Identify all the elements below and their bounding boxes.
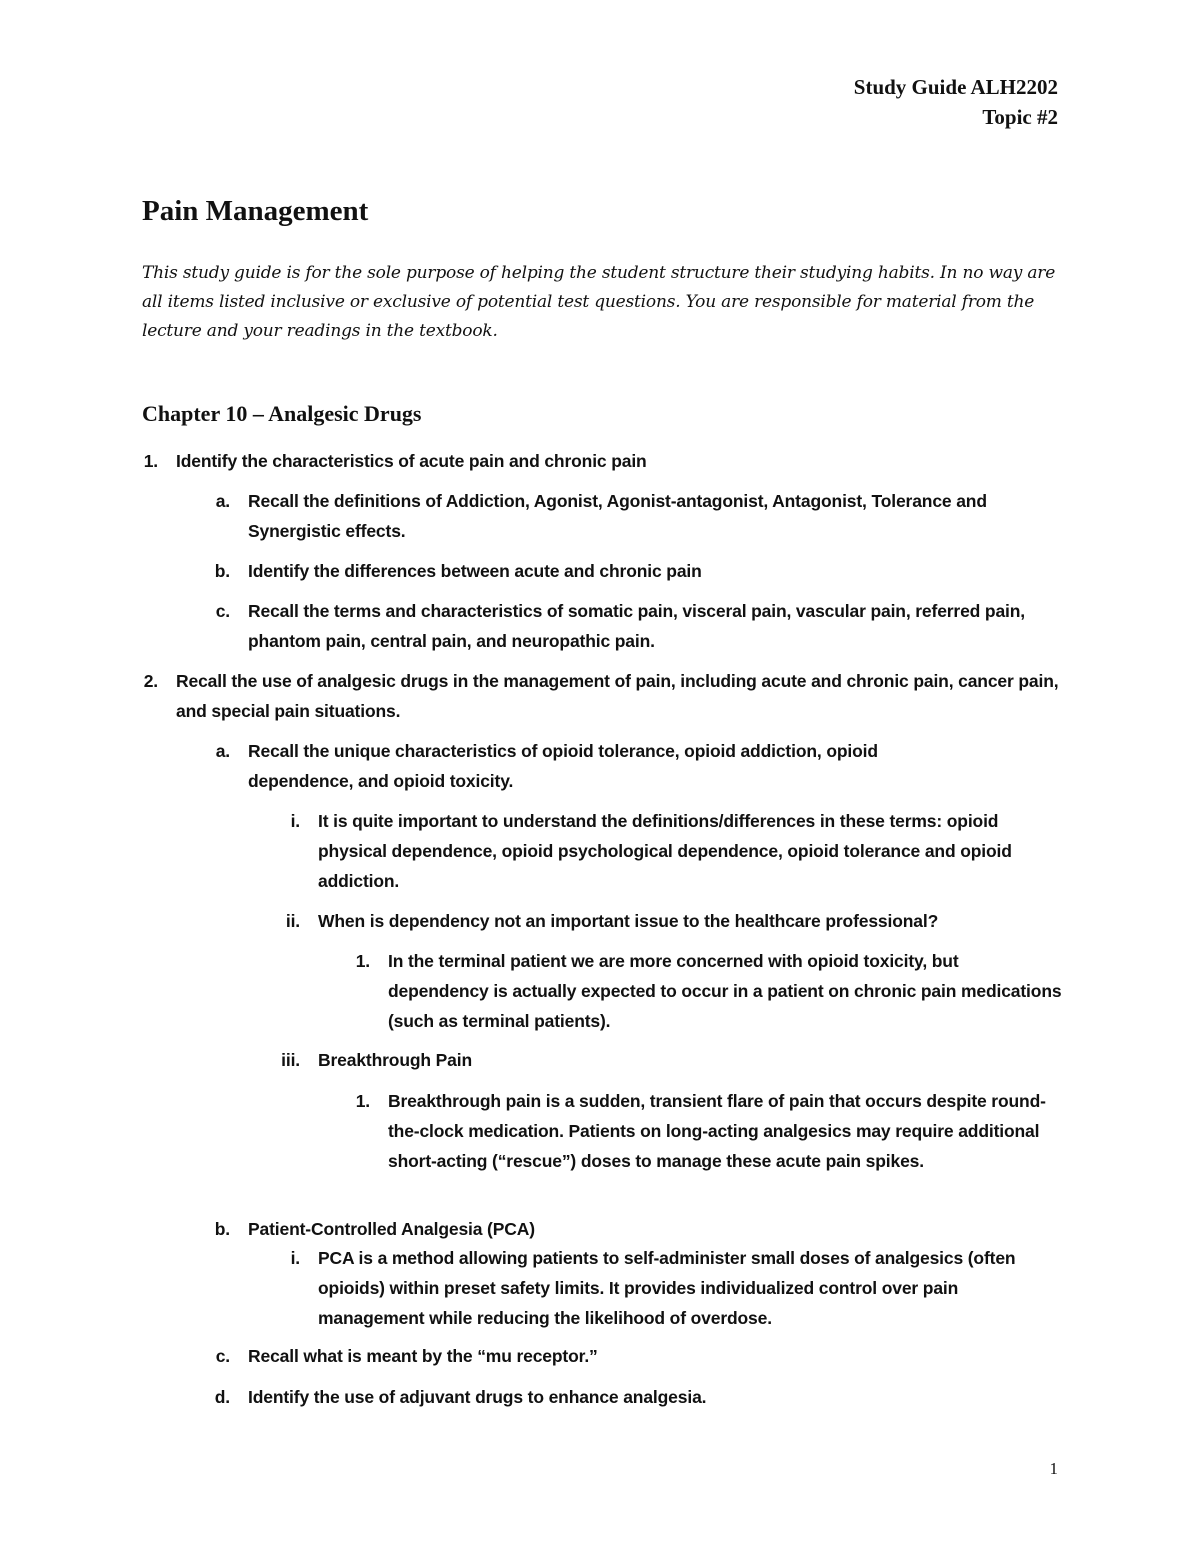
item-text: Identify the characteristics of acute pain and chronic pain xyxy=(176,451,647,471)
item-text: Recall the unique characteristics of opioid tolerance, opioid addiction, opioid dependence, and opioid toxicity. xyxy=(248,741,878,791)
item-text: Patient-Controlled Analgesia (PCA) xyxy=(248,1219,535,1239)
item-number: 1. xyxy=(143,451,158,471)
item-number: i. xyxy=(290,1248,300,1268)
item-text: When is dependency not an important issue to the healthcare professional? xyxy=(318,911,939,931)
page-number: 1 xyxy=(1049,1459,1058,1478)
item-number: d. xyxy=(214,1387,230,1407)
chapter-heading: Chapter 10 – Analgesic Drugs xyxy=(142,401,422,426)
item-number: c. xyxy=(215,1346,230,1366)
item-number: a. xyxy=(215,741,230,761)
item-text: Identify the differences between acute and chronic pain xyxy=(248,561,702,581)
item-number: 1. xyxy=(355,951,370,971)
item-text: Breakthrough pain is a sudden, transient flare of pain that occurs despite round-the-clock medication. Patients on long-acting analgesics may require additional short-acting (“rescue”) doses to manage these acute pain spikes. xyxy=(388,1091,1046,1171)
item-number: 2. xyxy=(143,671,158,691)
item-text: Recall the terms and characteristics of somatic pain, visceral pain, vascular pain, referred pain, phantom pain, central pain, and neuropathic pain. xyxy=(248,601,1026,651)
item-number: a. xyxy=(215,491,230,511)
intro-paragraph: This study guide is for the sole purpose of helping the student structure their studying habits. In no way are all items listed inclusive or exclusive of potential test questions. You are responsible for material from the lecture and your readings in the textbook. xyxy=(142,263,1056,341)
page-title: Pain Management xyxy=(142,195,369,227)
item-number: 1. xyxy=(355,1091,370,1111)
course-header: Study Guide ALH2202 xyxy=(853,75,1058,99)
item-number: b. xyxy=(214,1219,230,1239)
topic-header: Topic #2 xyxy=(982,105,1058,129)
item-text: It is quite important to understand the definitions/differences in these terms: opioid physical dependence, opioid psychological dependence, opioid tolerance and opioid addiction. xyxy=(318,811,1012,891)
item-number: c. xyxy=(215,601,230,621)
item-text: Recall the use of analgesic drugs in the management of pain, including acute and chronic pain, cancer pain, and special pain situations. xyxy=(176,671,1059,721)
item-text: In the terminal patient we are more concerned with opioid toxicity, but dependency is actually expected to occur in a patient on chronic pain medications (such as terminal patients). xyxy=(388,951,1062,1031)
item-number: ii. xyxy=(285,911,300,931)
item-text: Identify the use of adjuvant drugs to enhance analgesia. xyxy=(248,1387,707,1407)
item-text: Recall what is meant by the “mu receptor.” xyxy=(248,1346,598,1366)
item-number: iii. xyxy=(281,1050,300,1070)
item-text: Recall the definitions of Addiction, Agonist, Agonist-antagonist, Antagonist, Tolerance and Synergistic effects. xyxy=(248,491,987,541)
item-number: b. xyxy=(214,561,230,581)
item-text: Breakthrough Pain xyxy=(318,1050,473,1070)
item-text: PCA is a method allowing patients to self-administer small doses of analgesics (often opioids) within preset safety limits. It provides individualized control over pain management while reducing the likelihood of overdose. xyxy=(318,1248,1016,1328)
item-number: i. xyxy=(290,811,300,831)
